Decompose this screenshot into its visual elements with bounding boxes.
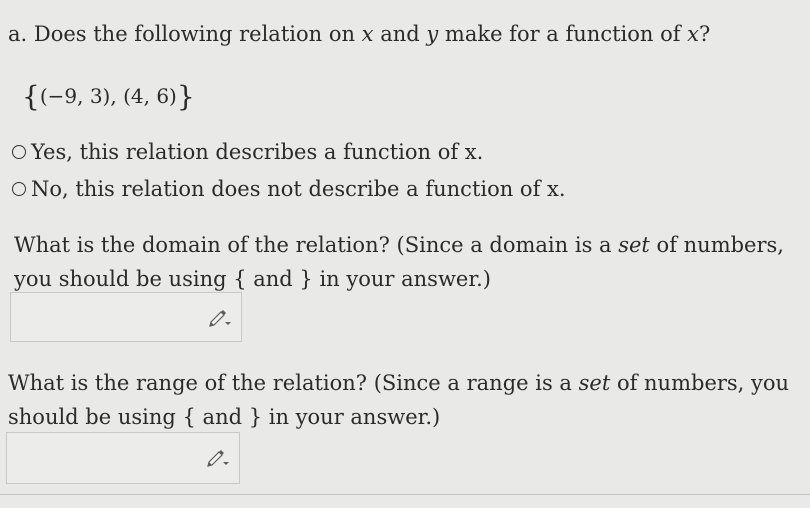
- question-text-prefix: a. Does the following relation on: [8, 22, 362, 46]
- pencil-dropdown-icon[interactable]: [205, 447, 231, 469]
- domain-question-part1: What is the domain of the relation? (Since a domain is a: [14, 233, 619, 257]
- radio-no[interactable]: [12, 182, 26, 196]
- variable-y: y: [426, 22, 439, 46]
- domain-question: [14, 228, 794, 296]
- question-text-suffix: ?: [699, 22, 711, 46]
- option-no-label: No, this relation does not describe a function of x.: [31, 177, 566, 201]
- relation-set: [22, 80, 195, 113]
- relation-open-brace: {: [22, 80, 40, 113]
- range-answer-input[interactable]: [6, 432, 240, 484]
- radio-yes[interactable]: [12, 145, 26, 159]
- variable-x: x: [361, 22, 374, 46]
- range-question: [8, 366, 798, 434]
- option-yes[interactable]: [12, 140, 483, 164]
- domain-answer-input[interactable]: [10, 292, 242, 342]
- relation-pairs: (−9, 3), (4, 6): [39, 84, 177, 108]
- range-question-part1: What is the range of the relation? (Since a range is a: [8, 371, 579, 395]
- question-text-middle: and: [373, 22, 427, 46]
- option-yes-label: Yes, this relation describes a function of x.: [31, 140, 484, 164]
- question-text-middle2: make for a function of: [438, 22, 688, 46]
- relation-close-brace: }: [176, 80, 195, 113]
- range-question-em: set: [578, 371, 611, 395]
- bottom-divider: [0, 494, 810, 495]
- domain-question-em: set: [618, 233, 650, 257]
- option-no[interactable]: [12, 177, 566, 201]
- range-question-part2: of numbers, you should be using { and } in your answer.): [8, 371, 790, 429]
- variable-x-2: x: [687, 22, 700, 46]
- question-title: [8, 22, 710, 46]
- pencil-dropdown-icon[interactable]: [207, 307, 233, 329]
- domain-question-part2: of numbers, you should be using { and } in your answer.): [14, 233, 784, 291]
